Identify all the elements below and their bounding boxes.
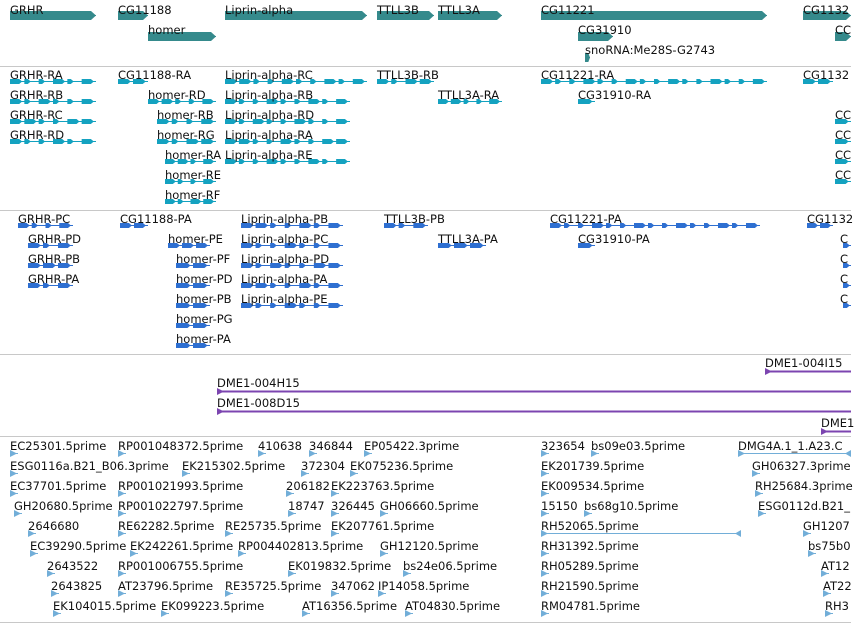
feature-label[interactable]: RH25684.3prime bbox=[755, 479, 853, 493]
feature-label[interactable]: CC bbox=[835, 148, 852, 162]
feature-label[interactable]: EK201739.5prime bbox=[541, 459, 645, 473]
feature-label[interactable]: homer-PE bbox=[168, 232, 223, 246]
feature-label[interactable]: GRHR-RB bbox=[10, 88, 64, 102]
feature-label[interactable]: bs24e06.5prime bbox=[403, 559, 498, 573]
feature-label[interactable]: EK099223.5prime bbox=[161, 599, 265, 613]
feature-label[interactable]: 326445 bbox=[331, 499, 375, 513]
feature-label[interactable]: C bbox=[840, 292, 849, 306]
feature-label[interactable]: RP001048372.5prime bbox=[118, 439, 244, 453]
feature-label[interactable]: Liprin-alpha-RD bbox=[225, 108, 315, 122]
feature-label[interactable]: Liprin-alpha-RE bbox=[225, 148, 313, 162]
feature-label[interactable]: homer-PF bbox=[176, 252, 231, 266]
feature-label[interactable]: 206182 bbox=[286, 479, 330, 493]
feature-label[interactable]: EK207761.5prime bbox=[331, 519, 435, 533]
track-cds bbox=[0, 210, 854, 355]
feature-label[interactable]: RM04781.5prime bbox=[541, 599, 640, 613]
feature-label[interactable]: DME1-004I15 bbox=[765, 356, 843, 370]
feature-label[interactable]: CG11188 bbox=[118, 3, 172, 17]
feature-label[interactable]: C bbox=[840, 232, 849, 246]
feature-label[interactable]: GRHR-PD bbox=[28, 232, 82, 246]
feature-label[interactable]: RP004402813.5prime bbox=[238, 539, 364, 553]
feature-label[interactable]: AT22 bbox=[823, 579, 852, 593]
feature-label[interactable]: TTLL3A-PA bbox=[438, 232, 498, 246]
feature-label[interactable]: snoRNA:Me28S-G2743 bbox=[585, 43, 716, 57]
feature-label[interactable]: EP05422.3prime bbox=[364, 439, 460, 453]
feature-label[interactable]: bs75b0 bbox=[808, 539, 851, 553]
feature-label[interactable]: bs68g10.5prime bbox=[584, 499, 679, 513]
feature-label[interactable]: CG11221-PA bbox=[550, 212, 622, 226]
feature-label[interactable]: GH20680.5prime bbox=[14, 499, 113, 513]
feature-label[interactable]: 2643522 bbox=[47, 559, 99, 573]
feature-label[interactable]: RE25735.5prime bbox=[225, 519, 322, 533]
feature-label[interactable]: Liprin-alpha-PC bbox=[241, 232, 329, 246]
feature-label[interactable]: DMG4A.1_1.A23.C bbox=[738, 439, 843, 453]
feature-label[interactable]: EK104015.5prime bbox=[53, 599, 157, 613]
feature-label[interactable]: GRHR-PC bbox=[18, 212, 71, 226]
feature-label[interactable]: homer-RE bbox=[165, 168, 222, 182]
feature-label[interactable]: GH06327.3prime bbox=[752, 459, 851, 473]
feature-label[interactable]: homer-RG bbox=[157, 128, 215, 142]
feature-label[interactable]: EC37701.5prime bbox=[10, 479, 107, 493]
feature-label[interactable]: Liprin-alpha-RA bbox=[225, 128, 313, 142]
feature-label[interactable]: ESG0116a.B21_B06.3prime bbox=[10, 459, 169, 473]
feature-label[interactable]: TTLL3A bbox=[438, 3, 480, 17]
feature-label[interactable]: AT12 bbox=[821, 559, 850, 573]
feature-label[interactable]: AT16356.5prime bbox=[302, 599, 398, 613]
feature-label[interactable]: RP001022797.5prime bbox=[118, 499, 244, 513]
feature-label[interactable]: CG1132 bbox=[807, 212, 854, 226]
feature-label[interactable]: TTLL3B bbox=[377, 3, 419, 17]
feature-label[interactable]: homer-PB bbox=[176, 292, 232, 306]
feature-label[interactable]: RP001006755.5prime bbox=[118, 559, 244, 573]
track-ests bbox=[0, 437, 851, 623]
feature-label[interactable]: 18747 bbox=[288, 499, 325, 513]
feature-label[interactable]: homer-RB bbox=[157, 108, 214, 122]
feature-label[interactable]: GRHR bbox=[10, 3, 44, 17]
feature-label[interactable]: RH05289.5prime bbox=[541, 559, 639, 573]
feature-label[interactable]: CC bbox=[835, 23, 852, 37]
feature-label[interactable]: CG31910-PA bbox=[578, 232, 650, 246]
feature-label[interactable]: 2646680 bbox=[28, 519, 80, 533]
feature-label[interactable]: Liprin-alpha bbox=[225, 3, 294, 17]
feature-label[interactable]: ESG0112d.B21_ bbox=[758, 499, 850, 513]
feature-label[interactable]: 15150 bbox=[541, 499, 578, 513]
feature-label[interactable]: homer-PA bbox=[176, 332, 231, 346]
feature-label[interactable]: RE35725.5prime bbox=[225, 579, 322, 593]
feature-label[interactable]: CG1132 bbox=[803, 3, 850, 17]
feature-label[interactable]: GH12120.5prime bbox=[380, 539, 479, 553]
feature-label[interactable]: CG31910 bbox=[578, 23, 632, 37]
feature-label[interactable]: homer-RF bbox=[165, 188, 221, 202]
feature-label[interactable]: homer-RD bbox=[148, 88, 206, 102]
feature-label[interactable]: Liprin-alpha-PA bbox=[241, 272, 328, 286]
feature-label[interactable]: Liprin-alpha-RB bbox=[225, 88, 314, 102]
feature-label[interactable]: C bbox=[840, 252, 849, 266]
feature-label[interactable]: Liprin-alpha-PB bbox=[241, 212, 329, 226]
feature-label[interactable]: RH3 bbox=[825, 599, 849, 613]
feature-label[interactable]: 323654 bbox=[541, 439, 585, 453]
feature-label[interactable]: homer-RA bbox=[165, 148, 222, 162]
track-clones bbox=[0, 355, 851, 437]
feature-label[interactable]: TTLL3B-RB bbox=[377, 68, 439, 82]
feature-label[interactable]: AT04830.5prime bbox=[405, 599, 501, 613]
feature-label[interactable]: GRHR-PA bbox=[28, 272, 80, 286]
feature-label[interactable]: 346844 bbox=[309, 439, 353, 453]
feature-label[interactable]: EK242261.5prime bbox=[130, 539, 234, 553]
feature-label[interactable]: IP14058.5prime bbox=[378, 579, 470, 593]
feature-label[interactable]: CC bbox=[835, 108, 852, 122]
feature-label[interactable]: Liprin-alpha-RC bbox=[225, 68, 313, 82]
feature-label[interactable]: CC bbox=[835, 128, 852, 142]
feature-label[interactable]: bs09e03.5prime bbox=[591, 439, 686, 453]
feature-label[interactable]: DME1-004H15 bbox=[217, 376, 300, 390]
feature-label[interactable]: RH31392.5prime bbox=[541, 539, 639, 553]
feature-label[interactable]: CG11221 bbox=[541, 3, 595, 17]
feature-label[interactable]: EK019832.5prime bbox=[288, 559, 392, 573]
feature-label[interactable]: RE62282.5prime bbox=[118, 519, 215, 533]
track-genes bbox=[0, 0, 851, 67]
feature-label[interactable]: GRHR-RD bbox=[10, 128, 65, 142]
feature-label[interactable]: Liprin-alpha-PE bbox=[241, 292, 328, 306]
feature-label[interactable]: EC39290.5prime bbox=[30, 539, 127, 553]
feature-label[interactable]: GRHR-RA bbox=[10, 68, 63, 82]
feature-label[interactable]: homer-PD bbox=[176, 272, 233, 286]
feature-label[interactable]: RP001021993.5prime bbox=[118, 479, 244, 493]
feature-label[interactable]: CG11221-RA bbox=[541, 68, 615, 82]
feature-label[interactable]: EC25301.5prime bbox=[10, 439, 107, 453]
feature-label[interactable]: 347062 bbox=[331, 579, 375, 593]
feature-label[interactable]: GH06660.5prime bbox=[380, 499, 479, 513]
feature-label[interactable]: AT23796.5prime bbox=[118, 579, 214, 593]
feature-label[interactable]: 410638 bbox=[258, 439, 302, 453]
feature-label[interactable]: TTLL3A-RA bbox=[438, 88, 500, 102]
feature-label[interactable]: EK075236.5prime bbox=[350, 459, 454, 473]
feature-label[interactable]: CG11188-PA bbox=[120, 212, 192, 226]
feature-label[interactable]: 372304 bbox=[301, 459, 345, 473]
feature-label[interactable]: GRHR-PB bbox=[28, 252, 81, 266]
feature-label[interactable]: GH1207 bbox=[803, 519, 850, 533]
feature-label[interactable]: 2643825 bbox=[51, 579, 103, 593]
feature-label[interactable]: GRHR-RC bbox=[10, 108, 63, 122]
feature-label[interactable]: EK223763.5prime bbox=[331, 479, 435, 493]
feature-label[interactable]: homer-PG bbox=[176, 312, 233, 326]
feature-label[interactable]: DME1 bbox=[821, 416, 854, 430]
feature-label[interactable]: EK215302.5prime bbox=[182, 459, 286, 473]
feature-label[interactable]: DME1-008D15 bbox=[217, 396, 300, 410]
feature-label[interactable]: Liprin-alpha-PD bbox=[241, 252, 330, 266]
feature-label[interactable]: CG1132 bbox=[803, 68, 850, 82]
feature-label[interactable]: C bbox=[840, 272, 849, 286]
feature-label[interactable]: CG11188-RA bbox=[118, 68, 192, 82]
feature-label[interactable]: CC bbox=[835, 168, 852, 182]
feature-label[interactable]: homer bbox=[148, 23, 186, 37]
feature-label[interactable]: EK009534.5prime bbox=[541, 479, 645, 493]
feature-label[interactable]: TTLL3B-PB bbox=[384, 212, 445, 226]
track-transcripts bbox=[0, 67, 851, 211]
feature-label[interactable]: RH52065.5prime bbox=[541, 519, 639, 533]
feature-label[interactable]: CG31910-RA bbox=[578, 88, 652, 102]
feature-label[interactable]: RH21590.5prime bbox=[541, 579, 639, 593]
